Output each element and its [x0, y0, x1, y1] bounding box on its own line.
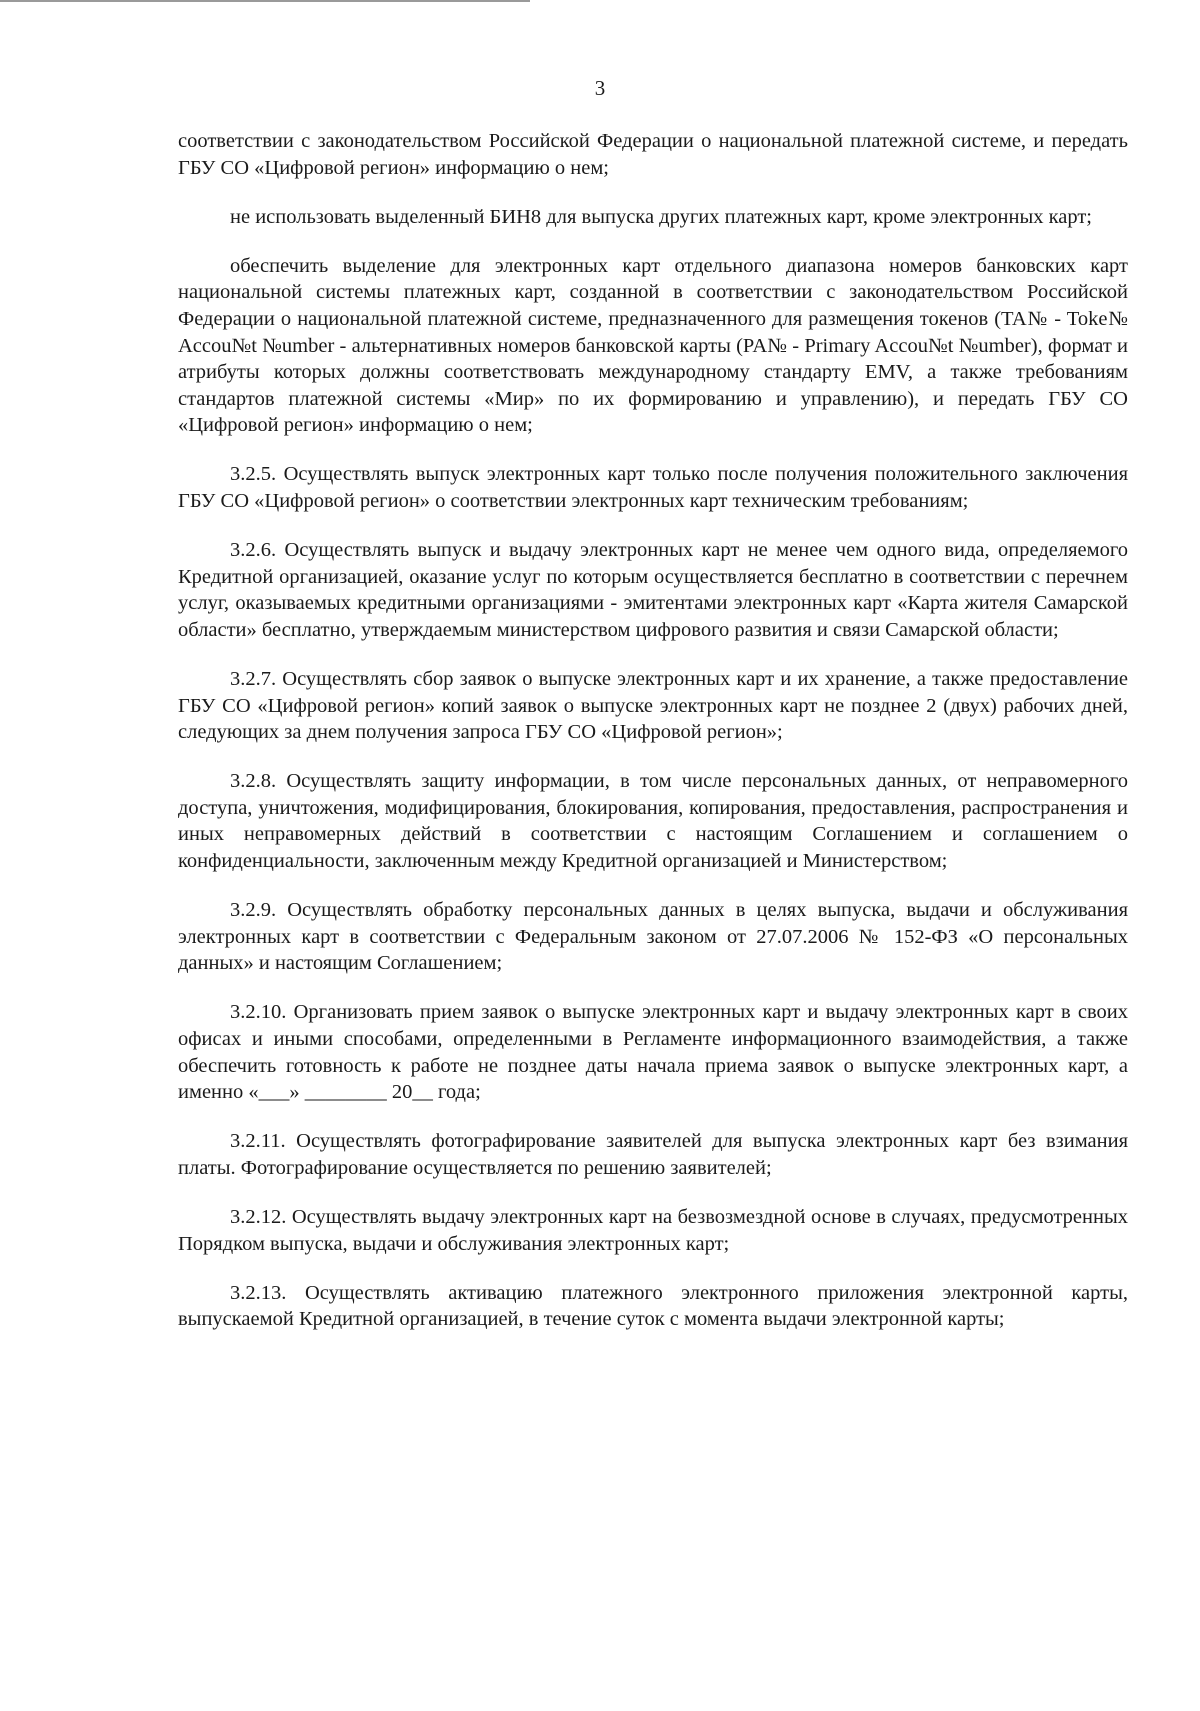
paragraph-continuation: соответствии с законодательством Российской Федерации о национальной платежной системе, и передать ГБУ СО «Цифровой регион» информацию о нем;	[178, 130, 1128, 179]
paragraph-3-2-6: 3.2.6. Осуществлять выпуск и выдачу электронных карт не менее чем одного вида, определяемого Кредитной организацией, оказание услуг по которым осуществляется бесплатно в соответствии с перечнем услуг, оказываемых кредитными организациями - эмитентами электронных карт «Карта жителя Самарской области» бесплатно, утверждаемым министерством цифрового развития и связи Самарской области;	[178, 539, 1128, 641]
paragraph-3-2-9: 3.2.9. Осуществлять обработку персональных данных в целях выпуска, выдачи и обслуживания электронных карт в соответствии с Федеральным законом от 27.07.2006 № 152-ФЗ «О персональных данных» и настоящим Соглашением;	[178, 899, 1128, 975]
document-body	[178, 128, 1128, 1355]
page-number: 3	[594, 76, 606, 100]
paragraph-token-range: обеспечить выделение для электронных карт отдельного диапазона номеров банковских карт национальной системы платежных карт, созданной в соответствии с законодательством Российской Федерации о национальной платежной системе, предназначенного для размещения токенов (TA№ - Toke№ Accou№t №umber - альтернативных номеров банковской карты (PA№ - Primary Accou№t №umber), формат и атрибуты которых должны соответствовать международному стандарту EMV, а также требованиям стандартов платежной системы «Мир» по их формированию и управлению), и передать ГБУ СО «Цифровой регион» информацию о нем;	[178, 254, 1128, 437]
paragraph-bin8: не использовать выделенный БИН8 для выпуска других платежных карт, кроме электронных карт;	[230, 205, 1092, 228]
paragraph-3-2-13: 3.2.13. Осуществлять активацию платежного электронного приложения электронной карты, выпускаемой Кредитной организацией, в течение суток с момента выдачи электронной карты;	[178, 1281, 1128, 1331]
paragraph-3-2-8: 3.2.8. Осуществлять защиту информации, в том числе персональных данных, от неправомерного доступа, уничтожения, модифицирования, блокирования, копирования, предоставления, распространения и иных неправомерных действий в соответствии с настоящим Соглашением и соглашением о конфиденциальности, заключенным между Кредитной организацией и Министерством;	[178, 770, 1128, 873]
scan-edge-line	[0, 0, 530, 2]
paragraph-3-2-10: 3.2.10. Организовать прием заявок о выпуске электронных карт и выдачу электронных карт в своих офисах и иными способами, определенными в Регламенте информационного взаимодействия, а также обеспечить готовность к работе не позднее даты начала приема заявок о выпуске электронных карт, а именно «___» ________ 20__ года;	[178, 1001, 1128, 1104]
paragraph-3-2-11: 3.2.11. Осуществлять фотографирование заявителей для выпуска электронных карт без взимания платы. Фотографирование осуществляется по решению заявителей;	[178, 1130, 1128, 1179]
paragraph-3-2-5: 3.2.5. Осуществлять выпуск электронных карт только после получения положительного заключения ГБУ СО «Цифровой регион» о соответствии электронных карт техническим требованиям;	[178, 463, 1128, 513]
paragraph-3-2-7: 3.2.7. Осуществлять сбор заявок о выпуске электронных карт и их хранение, а также предоставление ГБУ СО «Цифровой регион» копий заявок о выпуске электронных карт не позднее 2 (двух) рабочих дней, следующих за днем получения запроса ГБУ СО «Цифровой регион»;	[178, 668, 1128, 744]
paragraph-3-2-12: 3.2.12. Осуществлять выдачу электронных карт на безвозмездной основе в случаях, предусмотренных Порядком выпуска, выдачи и обслуживания электронных карт;	[178, 1206, 1128, 1255]
